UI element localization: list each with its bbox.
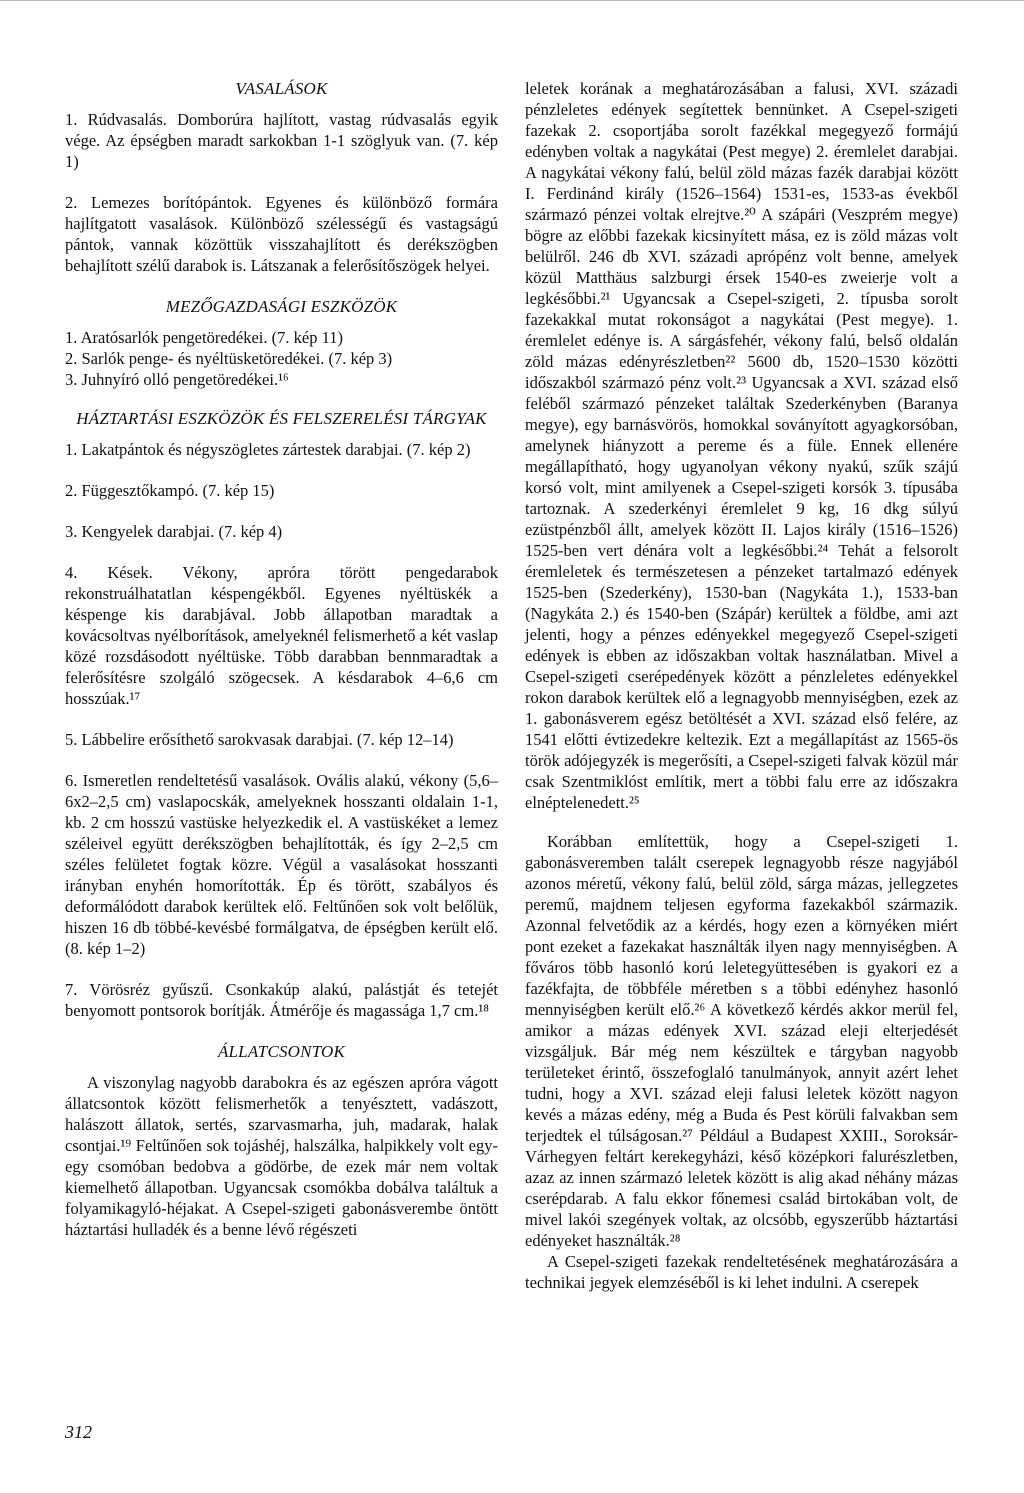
- item-sarlok: 2. Sarlók penge- és nyéltüsketöredékei. (7. kép 3): [65, 349, 393, 368]
- item-kengyelek: 3. Kengyelek darabjai. (7. kép 4): [65, 522, 283, 541]
- heading-mezogazdasagi-eszkozok: MEZŐGAZDASÁGI ESZKÖZÖK: [165, 297, 398, 316]
- paragraph-lemezes-boritopantok: 2. Lemezes borítópántok. Egyenes és különböző formára hajlítgatott vasalások. Különböző szélességű és vastagságú pántok, vannak közöttük visszahajlított és derékszögben behajlított szélű darabok is. Látszanak a felerősítőszögek helyei.: [65, 193, 498, 275]
- heading-allatcsontok: ÁLLATCSONTOK: [217, 1042, 346, 1061]
- heading-haztartasi-eszkozok: HÁZTARTÁSI ESZKÖZÖK ÉS FELSZERELÉSI TÁRGYAK: [76, 409, 487, 428]
- left-column: [65, 78, 498, 1240]
- paragraph-cserepek-fazekak: Korábban említettük, hogy a Csepel-szigeti 1. gabonásveremben talált cserepek legnagyobb része nagyjából azonos méretű, vékony falú, belül zöld, sárga mázas, jellegzetes peremű, majdnem teljesen egyforma fazekakból származik. Azonnal felvetődik az a kérdés, hogy ezen a környéken miért pont ezeket a fazekakat használták ilyen nagy mennyiségben. A főváros több hasonló korú leletegyüttesében is gyakori ez a fazékfajta, de többféle méretben s a többi edényhez hasonló mennyiségben került elő.²⁶ A következő kérdés akkor merül fel, amikor a mázas edények XVI. század eleji elterjedését vizsgáljuk. Bár még nem készültek e tárgyban nagyobb területeket érintő, összefoglaló tanulmányok, annyit azért lehet tudni, hogy a XVI. század eleji falusi leletek között nagyon kevés a mázas edény, még a Buda és Pest körüli falvakban sem terjedtek el túlságosan.²⁷ Például a Budapest XXIII., Soroksár-Várhegyen feltárt kerekegyházi, késő középkori falurészletben, azaz az innen származó leletek között is alig akad néhány mázas cserépdarab. A falu ekkor főnemesi család birtokában volt, de mivel lakói szegények voltak, az olcsóbb, egyszerűbb háztartási edényeket használták.²⁸: [525, 832, 958, 1250]
- right-column: [525, 78, 958, 1293]
- heading-vasalasok: VASALÁSOK: [235, 79, 328, 98]
- item-fuggesztokampo: 2. Függesztőkampó. (7. kép 15): [65, 481, 275, 500]
- top-rule: [0, 0, 1024, 1]
- item-aratosarlok: 1. Aratósarlók pengetöredékei. (7. kép 11): [65, 328, 343, 347]
- item-sarokvasak: 5. Lábbelire erősíthető sarokvasak darabjai. (7. kép 12–14): [65, 730, 454, 749]
- page-number: 312: [65, 1422, 92, 1442]
- item-lakatpantok: 1. Lakatpántok és négyszögletes zártestek darabjai. (7. kép 2): [65, 440, 471, 459]
- item-vorosrez-gyuszu: 7. Vörösréz gyűszű. Csonkakúp alakú, palástját és tetejét benyomott pontsorok borítják. Átmérője és magassága 1,7 cm.¹⁸: [65, 980, 498, 1020]
- item-ismeretlen-vasalasok: 6. Ismeretlen rendeltetésű vasalások. Ovális alakú, vékony (5,6–6x2–2,5 cm) vaslapocskák, amelyeknek hosszanti oldalain 1-1, kb. 2 cm hosszú vastüske helyezkedik el. A vastüskéket a lemez széleivel együtt derékszögben behajlították, és így 2–2,5 cm széles felületet fogtak közre. Végül a vasalásokat hosszanti irányban enyhén homorították. Ép és törött, szabályos és deformálódott darabok kerültek elő. Feltűnően sok volt belőlük, hiszen 16 db többé-kevésbé formálgatva, de épségben került elő. (8. kép 1–2): [65, 771, 498, 958]
- item-kesek: 4. Kések. Vékony, apróra törött pengedarabok rekonstruálhatatlan késpengékből. Egyenes nyéltüskék a késpenge kis darabjával. Jobb állapotban maradtak a kovácsoltvas nyélborítások, amelyeknél felismerhető a két vaslap közé rozsdásodott nyéltüske. Több darabban bennmaradtak a felerősítésre szolgáló szögecsek. A késdarabok 4–6,6 cm hosszúak.¹⁷: [65, 563, 498, 708]
- paragraph-rudvasalas: 1. Rúdvasalás. Domborúra hajlított, vastag rúdvasalás egyik vége. Az épségben maradt sarkokban 1-1 szöglyuk van. (7. kép 1): [65, 110, 498, 171]
- item-juhnyiro-ollo: 3. Juhnyíró olló pengetöredékei.¹⁶: [65, 370, 289, 389]
- paragraph-penzleletes-edenyek: leletek korának a meghatározásában a falusi, XVI. századi pénzleletes edények segítettek bennünket. A Csepel-szigeti fazekak 2. csoportjába sorolt fazékkal megegyező formájú edényben voltak a nagykátai (Pest megye) 2. éremlelet darabjai. A nagykátai vékony falú, belül zöld mázas fazék darabjai között I. Ferdinánd király (1526–1564) 1531-es, 1533-as évekből származó pénzei voltak elrejtve.²⁰ A szápári (Veszprém megye) bögre az előbbi fazekak kicsinyített mása, ez is zöld mázas volt belülről. 246 db XVI. századi aprópénz volt benne, amelyek közül Matthäus salzburgi érsek 1540-es zweierje volt a legkésőbbi.²¹ Ugyancsak a Csepel-szigeti, 2. típusba sorolt fazekakkal mutat rokonságot a nagykátai (Pest megye). 1. éremlelet edénye is. A sárgásfehér, vékony falú, belső oldalán zöld mázas edényrészletben²² 5600 db, 1520–1530 közötti időszakból származó pénz volt.²³ Ugyancsak a XVI. század első feléből származó pénzeket találtak Szederkényben (Baranya megye), egy barnásvörös, homokkal soványított agyagkorsóban, amelynek hiányzott a pereme és a füle. Ennek ellenére megállapítható, hogy ugyanolyan vékony nyakú, szűk szájú korsó volt, mint amilyenek a Csepel-szigeti korsók 3. típusába tartoznak. A szederkényi éremlelet 9 kg, 16 dkg súlyú ezüstpénzből állt, amelyek között II. Lajos király (1516–1526) 1525-ben vert dénára volt a legkésőbbi.²⁴ Tehát a felsorolt éremleletek és természetesen a pénzeket tartalmazó edények 1525-ben (Szederkény), 1530-ban (Nagykáta 1.), 1533-ban (Nagykáta 2.) és 1540-ben (Szápár) kerültek a földbe, ami azt jelenti, hogy a pénzes edényekkel megegyező Csepel-szigeti edények is ebben az időszakban voltak használatban. Mivel a Csepel-szigeti cserépedények között a pénzleletes edényekkel rokon darabok kerültek elő a legnagyobb mennyiségben, ezek az 1. gabonásverem egész betöltését a XVI. század első felére, az 1541 előtti évtizedekre keltezik. Ezt a megállapítást az 1565-ös török adójegyzék is megerősíti, a Csepel-szigeti falvak közül már csak Szentmiklóst említik, mert a többi falu erre az időszakra elnéptelenedett.²⁵: [525, 79, 958, 812]
- paragraph-rendeltetes: A Csepel-szigeti fazekak rendeltetésének meghatározására a technikai jegyek elemzéséből is ki lehet indulni. A cserepek: [525, 1252, 958, 1292]
- paragraph-allatcsontok: A viszonylag nagyobb darabokra és az egészen apróra vágott állatcsontok között felismerhetők a tenyésztett, vadászott, halászott állatok, sertés, szarvasmarha, juh, madarak, halak csontjai.¹⁹ Feltűnően sok tojáshéj, halszálka, halpikkely volt egy-egy csomóban bedobva a gödörbe, de ezek már nem voltak kiemelhető állapotban. Ugyancsak csomókba dobálva találtuk a folyamikagyló-héjakat. A Csepel-szigeti gabonásverembe öntött háztartási hulladék és a benne lévő régészeti: [65, 1073, 498, 1239]
